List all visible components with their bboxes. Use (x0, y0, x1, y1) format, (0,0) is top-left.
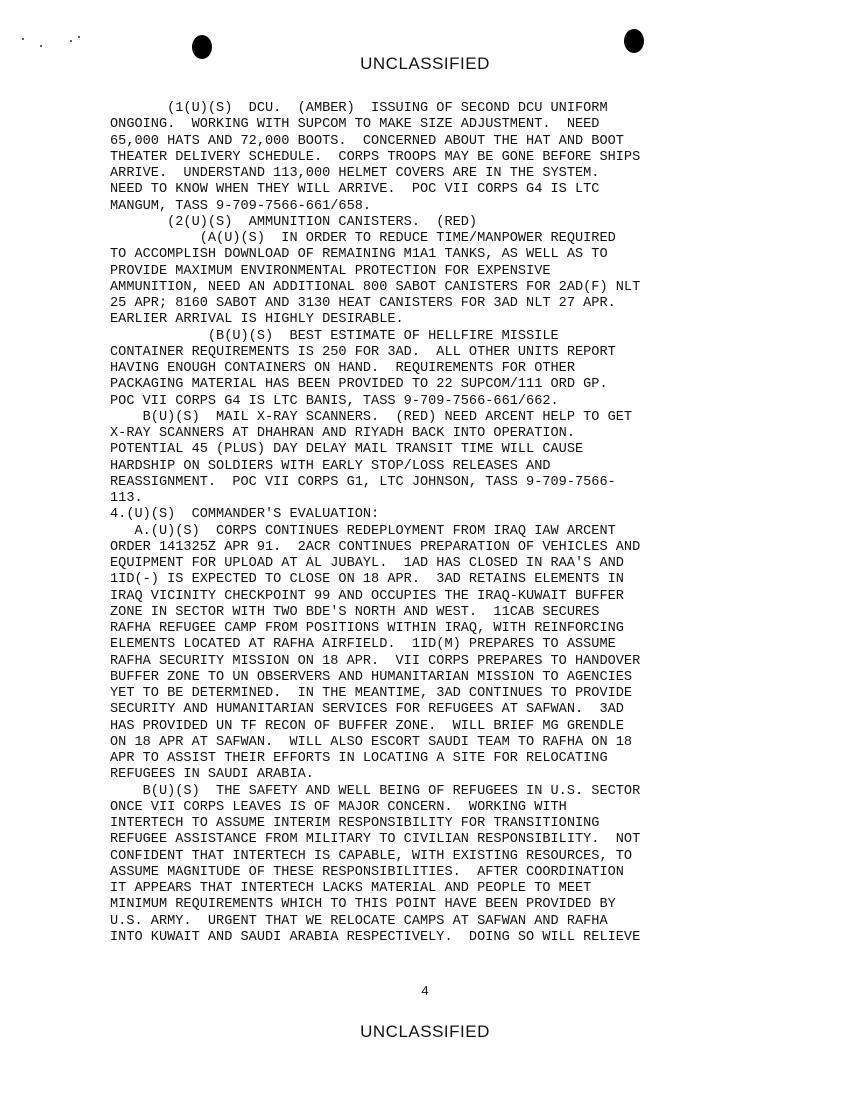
document-line: U.S. ARMY. URGENT THAT WE RELOCATE CAMPS AT SAFWAN AND RAFHA (110, 913, 608, 929)
document-line: (2(U)(S) AMMUNITION CANISTERS. (RED) (110, 214, 478, 230)
document-line: ZONE IN SECTOR WITH TWO BDE'S NORTH AND WEST. 11CAB SECURES (110, 604, 600, 620)
document-line: BUFFER ZONE TO UN OBSERVERS AND HUMANITARIAN MISSION TO AGENCIES (110, 669, 633, 685)
document-line: B(U)(S) THE SAFETY AND WELL BEING OF REFUGEES IN U.S. SECTOR (110, 783, 641, 799)
document-line: CONTAINER REQUIREMENTS IS 250 FOR 3AD. ALL OTHER UNITS REPORT (110, 344, 616, 360)
scan-speck (40, 45, 42, 47)
document-line: ARRIVE. UNDERSTAND 113,000 HELMET COVERS ARE IN THE SYSTEM. (110, 166, 600, 181)
document-line: PROVIDE MAXIMUM ENVIRONMENTAL PROTECTION FOR EXPENSIVE (110, 263, 551, 279)
document-line: MANGUM, TASS 9-709-7566-661/658. (110, 198, 372, 214)
document-line: RAFHA SECURITY MISSION ON 18 APR. VII CORPS PREPARES TO HANDOVER (110, 653, 641, 669)
scan-speck (78, 36, 80, 38)
document-body (110, 101, 780, 946)
document-line: ONGOING. WORKING WITH SUPCOM TO MAKE SIZE ADJUSTMENT. NEED (110, 117, 600, 133)
page-number: 4 (421, 983, 429, 998)
document-line: POTENTIAL 45 (PLUS) DAY DELAY MAIL TRANSIT TIME WILL CAUSE (110, 442, 584, 458)
document-line: EQUIPMENT FOR UPLOAD AT AL JUBAYL. 1AD HAS CLOSED IN RAA'S AND (110, 556, 624, 571)
document-line: CONFIDENT THAT INTERTECH IS CAPABLE, WITH EXISTING RESOURCES, TO (110, 848, 633, 864)
document-line: ASSUME MAGNITUDE OF THESE RESPONSIBILITIES. AFTER COORDINATION (110, 864, 624, 880)
document-line: (B(U)(S) BEST ESTIMATE OF HELLFIRE MISSILE (110, 328, 559, 344)
document-line: MINIMUM REQUIREMENTS WHICH TO THIS POINT HAVE BEEN PROVIDED BY (110, 897, 616, 913)
header-classification: UNCLASSIFIED (360, 54, 490, 73)
document-line: 25 APR; 8160 SABOT AND 3130 HEAT CANISTERS FOR 3AD NLT 27 APR. (110, 296, 616, 311)
punch-hole-right (624, 29, 644, 53)
document-line: 113. (110, 491, 143, 506)
document-line: HAVING ENOUGH CONTAINERS ON HAND. REQUIREMENTS FOR OTHER (110, 361, 575, 376)
document-line: HARDSHIP ON SOLDIERS WITH EARLY STOP/LOSS RELEASES AND (110, 458, 551, 474)
document-line: INTO KUWAIT AND SAUDI ARABIA RESPECTIVELY. DOING SO WILL RELIEVE (110, 929, 641, 945)
document-line: EARLIER ARRIVAL IS HIGHLY DESIRABLE. (110, 312, 404, 328)
footer-classification: UNCLASSIFIED (360, 1022, 490, 1041)
document-line: IT APPEARS THAT INTERTECH LACKS MATERIAL AND PEOPLE TO MEET (110, 881, 592, 896)
document-line: TO ACCOMPLISH DOWNLOAD OF REMAINING M1A1 TANKS, AS WELL AS TO (110, 247, 608, 263)
document-line: POC VII CORPS G4 IS LTC BANIS, TASS 9-709-7566-661/662. (110, 393, 559, 409)
document-line: INTERTECH TO ASSUME INTERIM RESPONSIBILITY FOR TRANSITIONING (110, 816, 600, 831)
document-line: SECURITY AND HUMANITARIAN SERVICES FOR REFUGEES AT SAFWAN. 3AD (110, 702, 624, 718)
document-line: 4.(U)(S) COMMANDER'S EVALUATION: (110, 507, 380, 523)
document-line: REFUGEE ASSISTANCE FROM MILITARY TO CIVILIAN RESPONSIBILITY. NOT (110, 832, 641, 848)
document-line: RAFHA REFUGEE CAMP FROM POSITIONS WITHIN IRAQ, WITH REINFORCING (110, 621, 624, 636)
document-line: (A(U)(S) IN ORDER TO REDUCE TIME/MANPOWER REQUIRED (110, 231, 616, 246)
document-line: YET TO BE DETERMINED. IN THE MEANTIME, 3AD CONTINUES TO PROVIDE (110, 686, 633, 701)
document-line: 1ID(-) IS EXPECTED TO CLOSE ON 18 APR. 3AD RETAINS ELEMENTS IN (110, 572, 624, 588)
document-line: ELEMENTS LOCATED AT RAFHA AIRFIELD. 1ID(M) PREPARES TO ASSUME (110, 637, 616, 653)
document-line: X-RAY SCANNERS AT DHAHRAN AND RIYADH BACK INTO OPERATION. (110, 426, 575, 441)
document-line: THEATER DELIVERY SCHEDULE. CORPS TROOPS MAY BE GONE BEFORE SHIPS (110, 149, 641, 165)
document-line: AMMUNITION, NEED AN ADDITIONAL 800 SABOT CANISTERS FOR 2AD(F) NLT (110, 279, 641, 295)
document-line: APR TO ASSIST THEIR EFFORTS IN LOCATING A SITE FOR RELOCATING (110, 751, 608, 766)
document-line: 65,000 HATS AND 72,000 BOOTS. CONCERNED ABOUT THE HAT AND BOOT (110, 133, 624, 149)
document-line: A.(U)(S) CORPS CONTINUES REDEPLOYMENT FROM IRAQ IAW ARCENT (110, 523, 616, 539)
document-line: B(U)(S) MAIL X-RAY SCANNERS. (RED) NEED ARCENT HELP TO GET (110, 409, 633, 425)
document-line: IRAQ VICINITY CHECKPOINT 99 AND OCCUPIES THE IRAQ-KUWAIT BUFFER (110, 588, 624, 604)
document-line: NEED TO KNOW WHEN THEY WILL ARRIVE. POC VII CORPS G4 IS LTC (110, 182, 600, 198)
scan-speck (22, 38, 24, 40)
document-line: (1(U)(S) DCU. (AMBER) ISSUING OF SECOND DCU UNIFORM (110, 101, 608, 116)
scan-speck (70, 40, 72, 42)
document-line: ONCE VII CORPS LEAVES IS OF MAJOR CONCERN. WORKING WITH (110, 799, 567, 815)
document-line: REFUGEES IN SAUDI ARABIA. (110, 767, 314, 783)
document-line: REASSIGNMENT. POC VII CORPS G1, LTC JOHNSON, TASS 9-709-7566- (110, 474, 616, 490)
document-line: HAS PROVIDED UN TF RECON OF BUFFER ZONE. WILL BRIEF MG GRENDLE (110, 718, 624, 734)
document-line: PACKAGING MATERIAL HAS BEEN PROVIDED TO 22 SUPCOM/111 ORD GP. (110, 377, 608, 393)
document-line: ORDER 141325Z APR 91. 2ACR CONTINUES PREPARATION OF VEHICLES AND (110, 539, 641, 555)
document-line: ON 18 APR AT SAFWAN. WILL ALSO ESCORT SAUDI TEAM TO RAFHA ON 18 (110, 734, 633, 750)
